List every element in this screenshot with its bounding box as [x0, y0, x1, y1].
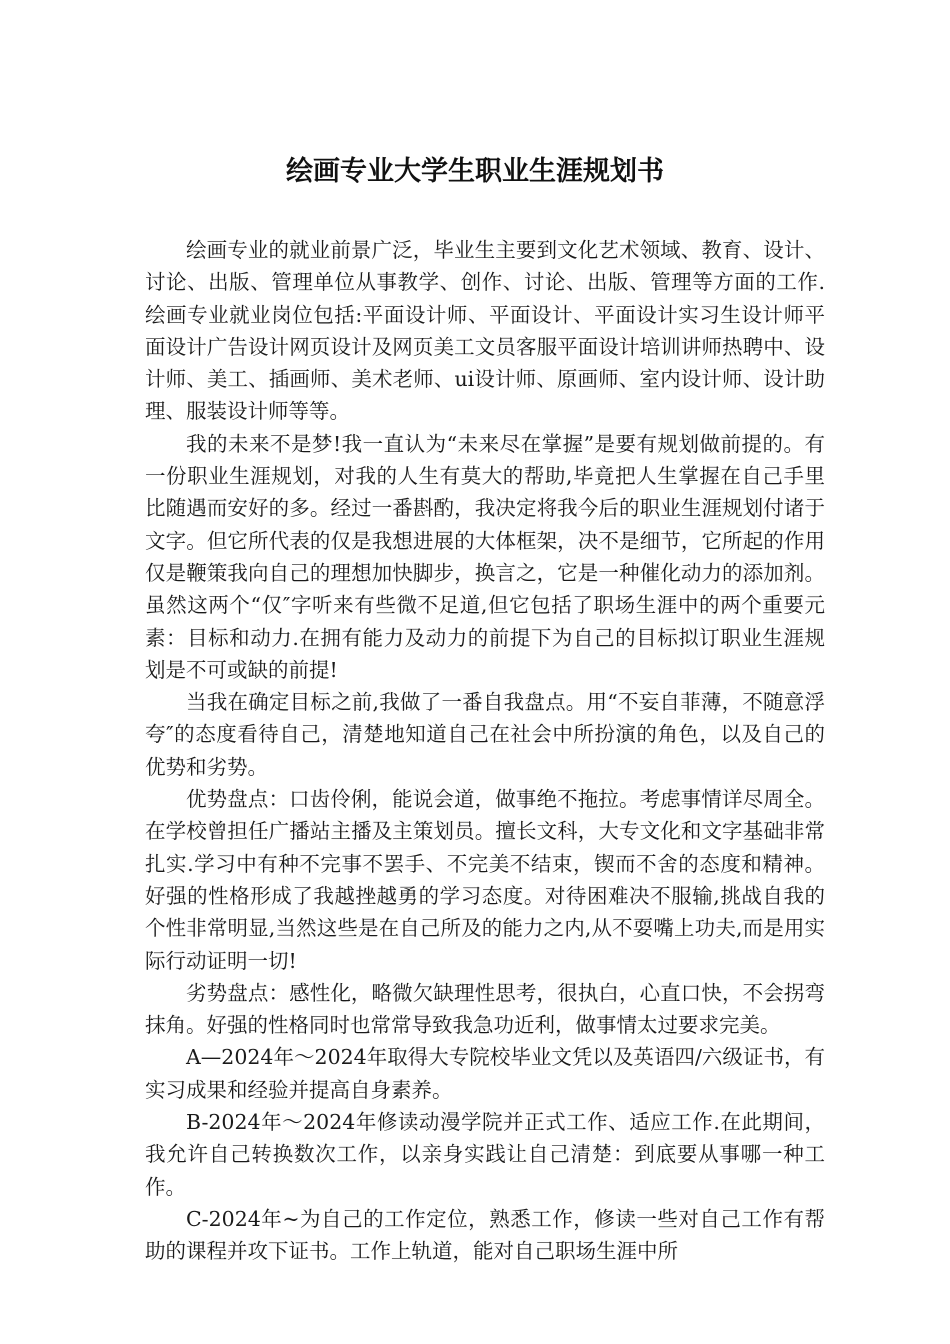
paragraph-self-assessment: 当我在确定目标之前,我做了一番自我盘点。用“不妄自菲薄，不随意浮夸″的态度看待自己，清楚地知道自己在社会中所扮演的角色，以及自己的优势和劣势。	[145, 690, 825, 779]
paragraph-future-plan: 我的未来不是梦!我一直认为“未来尽在掌握”是要有规划做前提的。有一份职业生涯规划，对我的人生有莫大的帮助,毕竟把人生掌握在自己手里比随遇而安好的多。经过一番斟酌，我决定将我今后的职业生涯规划付诸于文字。但它所代表的仅是我想进展的大体框架，决不是细节，它所起的作用仅是鞭策我向自己的理想加快脚步，换言之，它是一种催化动力的添加剂。虽然这两个“仅″字听来有些微不足道,但它包括了职场生涯中的两个重要元素：目标和动力.在拥有能力及动力的前提下为自己的目标拟订职业生涯规划是不可或缺的前提!	[145, 431, 825, 682]
paragraph-stage-c: C-2024年~为自己的工作定位，熟悉工作，修读一些对自己工作有帮助的课程并攻下证书。工作上轨道，能对自己职场生涯中所	[145, 1206, 825, 1264]
paragraph-strengths: 优势盘点：口齿伶俐，能说会道，做事绝不拖拉。考虑事情详尽周全。在学校曾担任广播站主播及主策划员。擅长文科，大专文化和文字基础非常扎实.学习中有种不完事不罢手、不完美不结束，锲而不舍的态度和精神。好强的性格形成了我越挫越勇的学习态度。对待困难决不服输,挑战自我的个性非常明显,当然这些是在自己所及的能力之内,从不耍嘴上功夫,而是用实际行动证明一切!	[145, 787, 825, 973]
paragraph-stage-a: A—2024年～2024年取得大专院校毕业文凭以及英语四/六级证书，有实习成果和经验并提高自身素养。	[145, 1045, 825, 1102]
document-body	[145, 234, 825, 1268]
paragraph-employment-prospects: 绘画专业的就业前景广泛，毕业生主要到文化艺术领域、教育、设计、讨论、出版、管理单位从事教学、创作、讨论、出版、管理等方面的工作.绘画专业就业岗位包括:平面设计师、平面设计、平面设计实习生设计师平面设计广告设计网页设计及网页美工文员客服平面设计培训讲师热聘中、设计师、美工、插画师、美术老师、ui设计师、原画师、室内设计师、设计助理、服装设计师等等。	[145, 238, 825, 424]
paragraph-weaknesses: 劣势盘点：感性化，略微欠缺理性思考，很执白，心直口快，不会拐弯抹角。好强的性格同时也常常导致我急功近利，做事情太过要求完美。	[145, 980, 825, 1038]
paragraph-stage-b: B-2024年～2024年修读动漫学院并正式工作、适应工作.在此期间，我允许自己转换数次工作，以亲身实践让自己清楚：到底要从事哪一种工作。	[145, 1110, 825, 1199]
document-title: 绘画专业大学生职业生涯规划书	[286, 156, 664, 187]
